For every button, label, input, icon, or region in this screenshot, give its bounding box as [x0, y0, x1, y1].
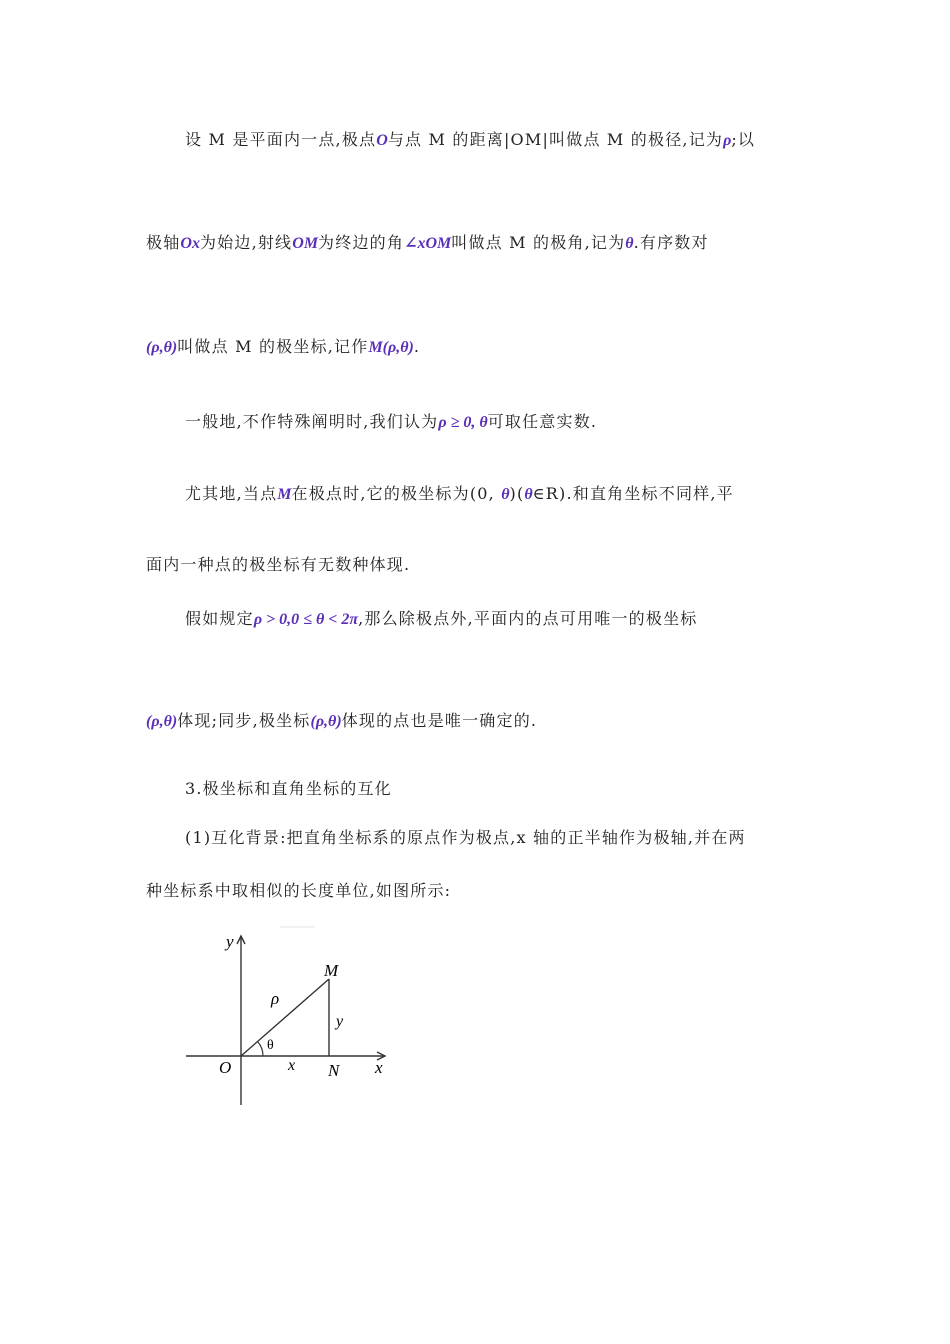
math-rho-theta: (ρ,θ) [146, 339, 178, 356]
text: 体现的点也是唯一确定的. [341, 711, 538, 730]
label-N: N [328, 1061, 340, 1080]
label-y-segment: y [336, 1013, 344, 1030]
text: 体现;同步,极坐标 [177, 711, 311, 730]
text: 极轴 [146, 233, 181, 252]
paragraph-conversion-background-cont [146, 879, 451, 903]
text: .有序数对 [633, 233, 709, 252]
text: 叫做点 M 的极角,记为 [451, 233, 626, 252]
math-O: O [376, 132, 388, 149]
math-rho-ge-0: ρ ≥ 0, θ [438, 414, 488, 431]
math-rho: ρ [723, 132, 732, 149]
label-rho: ρ [271, 989, 280, 1008]
paragraph-polar-coordinates [146, 335, 420, 360]
text: 与点 M 的距离|OM|叫做点 M 的极径,记为 [387, 130, 724, 149]
label-y-axis: y [226, 932, 234, 951]
paragraph-unique-point [146, 709, 537, 734]
text: . [413, 337, 421, 356]
text: 设 M 是平面内一点,极点 [185, 130, 377, 149]
label-theta: θ [267, 1038, 274, 1053]
text: 面内一种点的极坐标有无数种体现. [146, 555, 411, 574]
label-x-segment: x [288, 1057, 296, 1074]
paragraph-infinite-representations [146, 553, 410, 577]
paragraph-general-convention [185, 410, 597, 435]
paragraph-pole-special [185, 482, 734, 507]
math-theta: θ [524, 486, 533, 503]
text: 一般地,不作特殊阐明时,我们认为 [185, 412, 439, 431]
math-OM: OM [292, 235, 319, 252]
math-rho-theta: (ρ,θ) [146, 713, 178, 730]
text: 3.极坐标和直角坐标的互化 [185, 779, 392, 798]
math-M-rho-theta: M(ρ,θ) [368, 339, 414, 356]
text: ∈R).和直角坐标不同样,平 [532, 484, 734, 503]
text: 在极点时,它的极坐标为(0, [291, 484, 502, 503]
text: 叫做点 M 的极坐标,记作 [177, 337, 369, 356]
math-rho-theta: (ρ,θ) [310, 713, 342, 730]
label-origin: O [219, 1058, 232, 1077]
paragraph-polar-angle [146, 231, 709, 256]
label-x-axis: x [375, 1058, 383, 1077]
label-M: M [324, 961, 339, 980]
text: 为始边,射线 [199, 233, 293, 252]
text: 尤其地,当点 [185, 484, 278, 503]
math-theta: θ [625, 235, 634, 252]
segment-OM [241, 979, 329, 1056]
text: 假如规定 [185, 609, 254, 628]
text: ,那么除极点外,平面内的点可用唯一的极坐标 [358, 609, 698, 628]
paragraph-polar-radius [185, 128, 755, 153]
text: (1)互化背景:把直角坐标系的原点作为极点,x 轴的正半轴作为极轴,并在两 [185, 828, 746, 847]
polar-cartesian-figure [170, 920, 410, 1120]
text: )( [509, 484, 525, 503]
paragraph-unique-restriction [185, 607, 697, 632]
math-angle-xOM: ∠xOM [404, 235, 452, 252]
math-range: ρ > 0,0 ≤ θ < 2π [253, 611, 359, 628]
section-heading [185, 777, 392, 801]
math-theta: θ [501, 486, 510, 503]
text: 可取任意实数. [487, 412, 598, 431]
text: 种坐标系中取相似的长度单位,如图所示: [146, 881, 452, 900]
text: ;以 [731, 130, 756, 149]
angle-arc [258, 1042, 263, 1056]
text: 为终边的角 [318, 233, 405, 252]
math-M: M [277, 486, 292, 503]
math-Ox: Ox [180, 235, 200, 252]
paragraph-conversion-background [185, 826, 746, 850]
